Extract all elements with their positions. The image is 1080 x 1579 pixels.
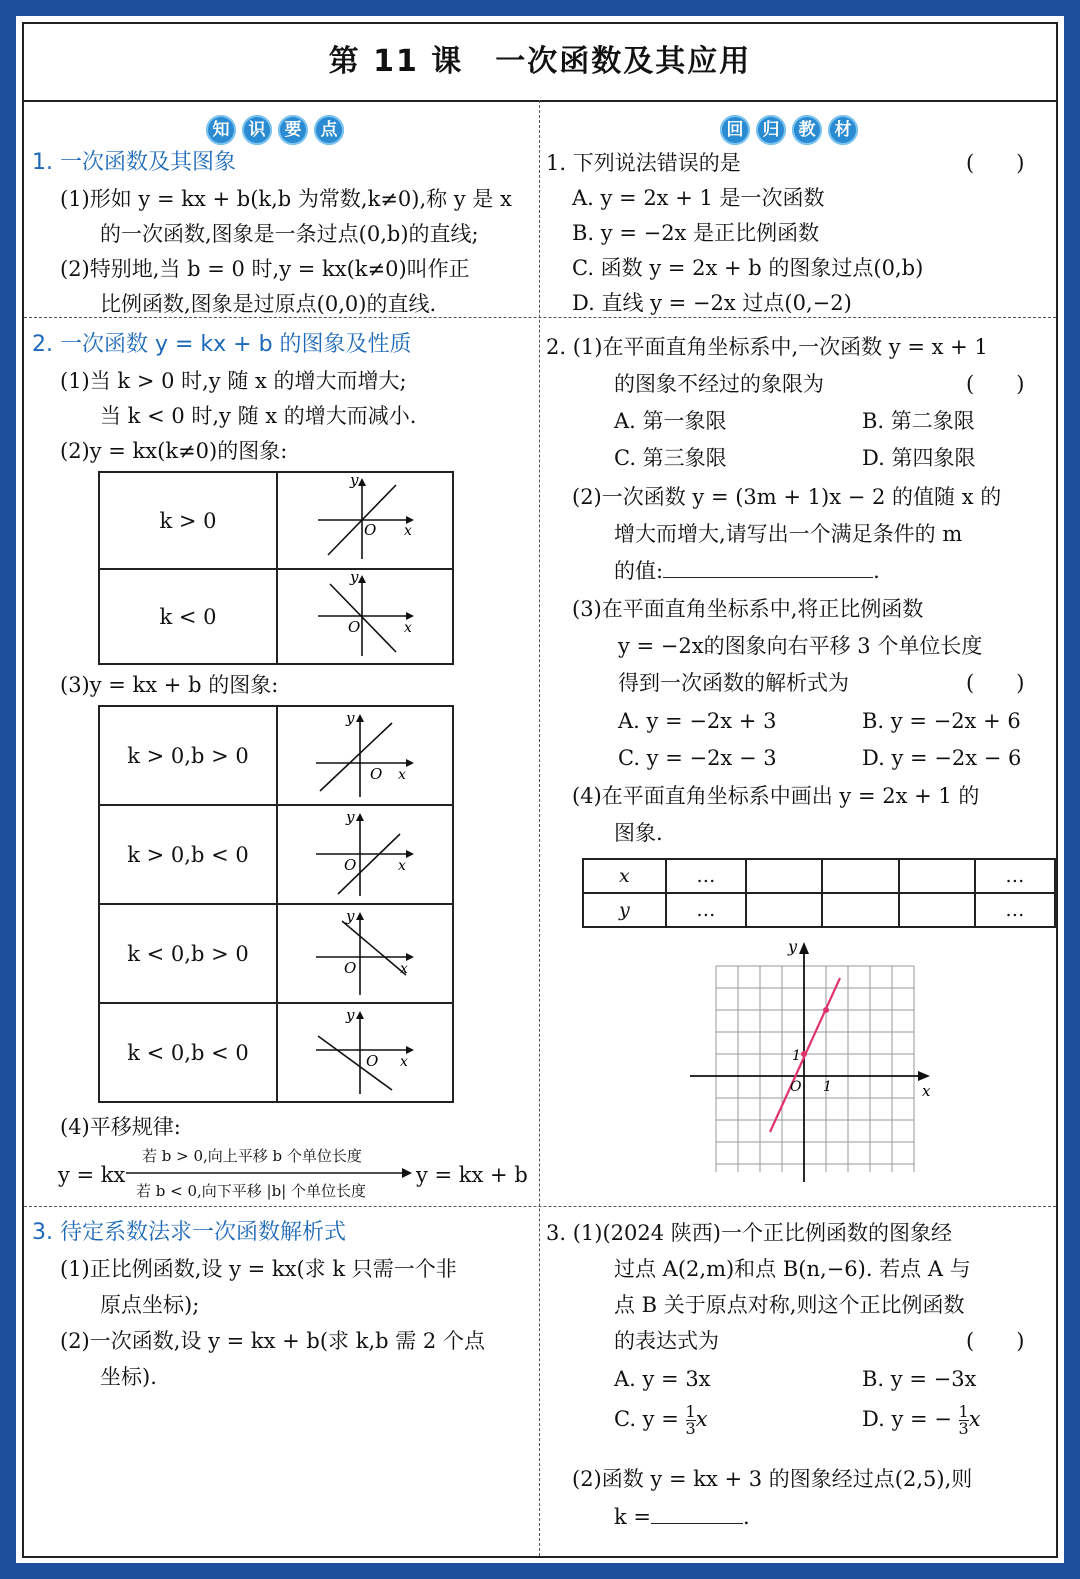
- q3-1-stem: 3. (1)(2024 陕西)一个正比例函数的图象经: [546, 1221, 952, 1245]
- table-cell[interactable]: [746, 893, 822, 927]
- table-cell: …: [975, 893, 1055, 927]
- graph-k-neg-b-pos: [280, 905, 450, 997]
- svg-text:y: y: [346, 907, 355, 925]
- answer-paren: ( ): [966, 671, 1025, 695]
- table-cell: …: [975, 859, 1055, 893]
- option: D. 直线 y = −2x 过点(0,−2): [572, 291, 852, 315]
- table-cell: …: [666, 893, 746, 927]
- fraction: $\frac{1}{3}$: [958, 1402, 969, 1438]
- option-prefix: D. y = −: [862, 1407, 952, 1431]
- plotted-point: [823, 1007, 829, 1013]
- fraction: $\frac{1}{3}$: [685, 1402, 696, 1438]
- x-label: x: [922, 1082, 931, 1100]
- row-divider: [24, 317, 1056, 318]
- x-axis-arrow: [918, 1071, 930, 1081]
- answer-paren: ( ): [966, 151, 1025, 175]
- svg-text:x: x: [398, 858, 406, 874]
- y-label: y: [350, 570, 359, 586]
- svg-text:O: O: [366, 1052, 379, 1070]
- q3-2-stem: (2)函数 y = kx + 3 的图象经过点(2,5),则: [572, 1467, 973, 1491]
- svg-text:y: y: [346, 709, 355, 727]
- badges-textbook-review: [720, 115, 858, 145]
- x-axis-arrow: [406, 612, 414, 620]
- answer-paren: ( ): [966, 1329, 1025, 1353]
- origin-label: O: [348, 618, 361, 636]
- badge: 归: [756, 115, 786, 145]
- table-cell: k > 0: [99, 472, 277, 569]
- text-line: (4)平移规律:: [60, 1115, 181, 1139]
- graph-k-pos-b-pos: [280, 707, 450, 799]
- svg-text:O: O: [370, 765, 383, 783]
- graph-cell: [277, 904, 453, 1003]
- text-line: 当 k < 0 时,y 随 x 的增大而减小.: [100, 404, 417, 428]
- text-line: (2)一次函数,设 y = kx + b(求 k,b 需 2 个点: [60, 1329, 485, 1353]
- section-1-title: 1. 一次函数及其图象: [32, 150, 236, 175]
- tick-label: 1: [792, 1048, 801, 1064]
- q2-2-stem: (2)一次函数 y = (3m + 1)x − 2 的值随 x 的: [572, 485, 1002, 509]
- x-label: x: [404, 523, 412, 539]
- graph-table-linear: [98, 705, 454, 1103]
- text-line: (2)特别地,当 b = 0 时,y = kx(k≠0)叫作正: [60, 257, 470, 281]
- table-cell[interactable]: [822, 859, 898, 893]
- text-line: (1)形如 y = kx + b(k,b 为常数,k≠0),称 y 是 x: [60, 187, 512, 211]
- row-header-x: x: [583, 859, 666, 893]
- svg-text:O: O: [344, 959, 357, 977]
- text-line: 比例函数,图象是过原点(0,0)的直线.: [100, 292, 437, 316]
- coordinate-grid: [684, 936, 944, 1184]
- badges-knowledge-points: [206, 115, 344, 145]
- graph-cell: [277, 1003, 453, 1102]
- graph-cell: [277, 569, 453, 664]
- q2-1-stem: 2. (1)在平面直角坐标系中,一次函数 y = x + 1: [546, 335, 988, 359]
- row-header-y: y: [583, 893, 666, 927]
- badge: 材: [828, 115, 858, 145]
- option: B. y = −2x 是正比例函数: [572, 221, 820, 245]
- text-line: 原点坐标);: [100, 1293, 200, 1317]
- q1-stem: 1. 下列说法错误的是: [546, 151, 741, 175]
- text-line: 坐标).: [100, 1365, 157, 1389]
- option: D. y = −2x − 6: [862, 746, 1022, 770]
- table-cell: k > 0,b < 0: [99, 805, 277, 904]
- graph-k-negative: [280, 570, 450, 658]
- text-line: 的表达式为: [614, 1329, 719, 1353]
- worksheet-page: [16, 16, 1064, 1563]
- y-axis-arrow: [799, 942, 809, 954]
- line-k-negative: [330, 584, 396, 652]
- badge: 点: [314, 115, 344, 145]
- svg-text:x: x: [400, 1054, 408, 1070]
- table-cell[interactable]: [899, 859, 975, 893]
- row-divider: [24, 1206, 1056, 1207]
- shift-down-rule: 若 b < 0,向下平移 |b| 个单位长度: [136, 1182, 367, 1200]
- option: A. y = 3x: [614, 1367, 711, 1391]
- shift-to: y = kx + b: [416, 1163, 528, 1187]
- tick-label: 1: [823, 1079, 832, 1095]
- worksheet-frame: [22, 22, 1058, 1558]
- badge: 教: [792, 115, 822, 145]
- graph-cell: [277, 805, 453, 904]
- option: C. y = −2x − 3: [618, 746, 777, 770]
- text-line: 增大而增大,请写出一个满足条件的 m: [614, 522, 963, 546]
- origin-label: O: [790, 1079, 802, 1095]
- answer-blank[interactable]: [663, 577, 873, 578]
- text-line: y = −2x的图象向右平移 3 个单位长度: [618, 634, 983, 658]
- shift-up-rule: 若 b > 0,向上平移 b 个单位长度: [142, 1147, 362, 1165]
- option: A. 第一象限: [614, 409, 727, 433]
- option: C. 函数 y = 2x + b 的图象过点(0,b): [572, 256, 924, 280]
- table-cell[interactable]: [746, 859, 822, 893]
- text-line: (1)正比例函数,设 y = kx(求 k 只需一个非: [60, 1257, 457, 1281]
- text-line: 的图象不经过的象限为: [614, 372, 824, 396]
- text-line: k = .: [614, 1505, 750, 1529]
- option: D. 第四象限: [862, 446, 976, 470]
- svg-text:y: y: [346, 1006, 355, 1024]
- prompt: 的值:: [614, 559, 664, 583]
- option: D. y = − $\frac{1}{3}$ x: [862, 1402, 981, 1438]
- svg-text:O: O: [344, 856, 357, 874]
- y-label: y: [788, 937, 798, 956]
- plotted-point: [801, 1051, 807, 1057]
- answer-paren: ( ): [966, 372, 1025, 396]
- graph-k-pos-b-neg: [280, 806, 450, 898]
- table-cell: k < 0: [99, 569, 277, 664]
- y-label: y: [350, 473, 359, 489]
- text-line: (2)y = kx(k≠0)的图象:: [60, 439, 288, 463]
- badge: 知: [206, 115, 236, 145]
- y-axis-arrow: [358, 575, 366, 583]
- option: A. y = 2x + 1 是一次函数: [572, 186, 825, 210]
- text-line: 的值: .: [614, 559, 880, 583]
- option: C. 第三象限: [614, 446, 727, 470]
- badge: 要: [278, 115, 308, 145]
- table-cell: k > 0,b > 0: [99, 706, 277, 805]
- table-cell: k < 0,b > 0: [99, 904, 277, 1003]
- text-line: 点 B 关于原点对称,则这个正比例函数: [614, 1293, 965, 1317]
- text-line: 得到一次函数的解析式为: [618, 671, 849, 695]
- column-divider: [539, 100, 540, 1556]
- badge: 回: [720, 115, 750, 145]
- table-cell[interactable]: [899, 893, 975, 927]
- table-cell: …: [666, 859, 746, 893]
- section-3-title: 3. 待定系数法求一次函数解析式: [32, 1220, 346, 1245]
- line: [318, 1036, 392, 1090]
- option-prefix: C. y =: [614, 1407, 679, 1431]
- option: B. y = −2x + 6: [862, 709, 1021, 733]
- text-line: (3)y = kx + b 的图象:: [60, 673, 279, 697]
- svg-text:y: y: [346, 808, 355, 826]
- answer-blank[interactable]: [651, 1523, 743, 1524]
- graph-cell: [277, 706, 453, 805]
- svg-text:x: x: [400, 961, 408, 977]
- origin-label: O: [364, 521, 377, 539]
- section-2-title: 2. 一次函数 y = kx + b 的图象及性质: [32, 332, 412, 357]
- table-cell[interactable]: [822, 893, 898, 927]
- graph-table-proportional: [98, 471, 454, 665]
- table-cell: k < 0,b < 0: [99, 1003, 277, 1102]
- graph-k-positive: [280, 473, 450, 563]
- option: B. y = −3x: [862, 1367, 977, 1391]
- y-axis-arrow: [358, 478, 366, 486]
- page-title: 第 11 课 一次函数及其应用: [24, 24, 1056, 102]
- option: B. 第二象限: [862, 409, 975, 433]
- x-label: x: [404, 620, 412, 636]
- shift-arrow: [124, 1167, 414, 1179]
- prompt: k =: [614, 1505, 651, 1529]
- q2-3-stem: (3)在平面直角坐标系中,将正比例函数: [572, 597, 924, 621]
- text-line: (1)当 k > 0 时,y 随 x 的增大而增大;: [60, 369, 407, 393]
- option: A. y = −2x + 3: [618, 709, 777, 733]
- text-line: 的一次函数,图象是一条过点(0,b)的直线;: [100, 222, 479, 246]
- text-line: 图象.: [614, 821, 663, 845]
- q2-4-stem: (4)在平面直角坐标系中画出 y = 2x + 1 的: [572, 784, 980, 808]
- graph-cell: [277, 472, 453, 569]
- option: C. y = $\frac{1}{3}$ x: [614, 1402, 708, 1438]
- graph-k-neg-b-neg: [280, 1004, 450, 1096]
- text-line: 过点 A(2,m)和点 B(n,−6). 若点 A 与: [614, 1257, 971, 1281]
- badge: 识: [242, 115, 272, 145]
- svg-text:x: x: [398, 767, 406, 783]
- shift-from: y = kx: [58, 1163, 126, 1187]
- value-table: [582, 858, 1056, 928]
